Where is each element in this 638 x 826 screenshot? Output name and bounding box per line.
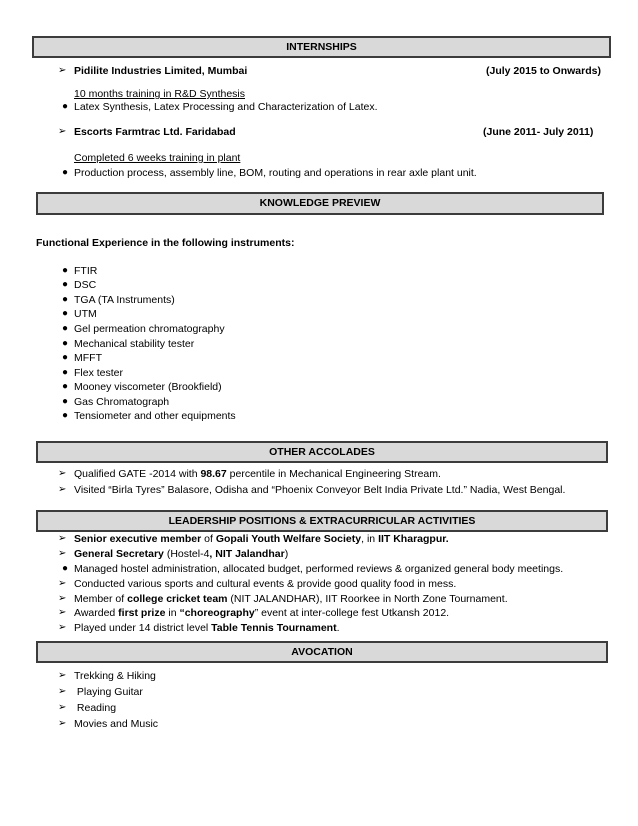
- avocation-header: [36, 641, 608, 663]
- leadership-role: Senior executive member: [74, 533, 202, 545]
- avocation-item: Movies and Music: [74, 718, 159, 730]
- instrument-item: TGA (TA Instruments): [74, 294, 175, 306]
- instrument-item: Gas Chromatograph: [74, 396, 170, 408]
- avocation-item: Reading: [74, 702, 117, 714]
- bullet-icon: ●: [62, 279, 69, 290]
- internship-detail: Production process, assembly line, BOM, routing and operations in rear axle plant unit.: [74, 167, 477, 179]
- bullet-icon: ●: [62, 563, 69, 574]
- arrow-bullet-icon: ➢: [58, 548, 67, 559]
- instrument-item: Mooney viscometer (Brookfield): [74, 381, 222, 393]
- leadership-item: Conducted various sports and cultural events & provide good quality food in mess.: [74, 578, 457, 590]
- leadership-item: [74, 607, 449, 619]
- internship-period: (July 2015 to Onwards): [486, 65, 601, 77]
- arrow-bullet-icon: ➢: [58, 468, 67, 479]
- knowledge-subtitle: Functional Experience in the following instruments:: [36, 237, 295, 249]
- accolade-item: [74, 468, 441, 480]
- bullet-icon: ●: [62, 410, 69, 421]
- instrument-item: DSC: [74, 279, 97, 291]
- bullet-icon: ●: [62, 265, 69, 276]
- leadership-org: IIT Kharagpur.: [378, 533, 449, 545]
- leadership-text: .: [336, 622, 340, 634]
- arrow-bullet-icon: ➢: [58, 484, 67, 495]
- internship-training: 10 months training in R&D Synthesis: [74, 88, 245, 100]
- bullet-icon: ●: [62, 101, 69, 112]
- leadership-item: Managed hostel administration, allocated budget, performed reviews & organized general body meetings.: [74, 563, 564, 575]
- internship-detail: Latex Synthesis, Latex Processing and Characterization of Latex.: [74, 101, 378, 113]
- instrument-item: MFFT: [74, 352, 102, 364]
- leadership-text: ” event at inter-college fest Utkansh 2012.: [254, 607, 450, 619]
- arrow-bullet-icon: ➢: [58, 593, 67, 604]
- leadership-award: first prize: [118, 607, 166, 619]
- leadership-text: of: [201, 533, 216, 545]
- leadership-text: (Hostel-4: [163, 548, 210, 560]
- leadership-item: [74, 533, 449, 545]
- leadership-item: [74, 548, 288, 560]
- instrument-item: Tensiometer and other equipments: [74, 410, 236, 422]
- bullet-icon: ●: [62, 338, 69, 349]
- arrow-bullet-icon: ➢: [58, 670, 67, 681]
- bullet-icon: ●: [62, 381, 69, 392]
- internship-company: Pidilite Industries Limited, Mumbai: [74, 65, 248, 77]
- arrow-bullet-icon: ➢: [58, 578, 67, 589]
- bullet-icon: ●: [62, 167, 69, 178]
- accolade-text: Qualified GATE -2014 with: [74, 468, 201, 480]
- leadership-header: [36, 510, 608, 532]
- leadership-text: (NIT JALANDHAR), IIT Roorkee in North Zone Tournament.: [227, 593, 508, 605]
- accolade-item: Visited “Birla Tyres” Balasore, Odisha and “Phoenix Conveyor Belt India Private Ltd.” Nadia, West Bengal.: [74, 484, 566, 496]
- arrow-bullet-icon: ➢: [58, 65, 67, 76]
- leadership-role: General Secretary: [74, 548, 164, 560]
- leadership-text: in: [165, 607, 180, 619]
- instrument-item: Mechanical stability tester: [74, 338, 195, 350]
- arrow-bullet-icon: ➢: [58, 622, 67, 633]
- knowledge-header: [36, 192, 604, 215]
- avocation-item: Playing Guitar: [74, 686, 143, 698]
- leadership-text: ): [284, 548, 289, 560]
- bullet-icon: ●: [62, 294, 69, 305]
- bullet-icon: ●: [62, 308, 69, 319]
- internship-training: Completed 6 weeks training in plant: [74, 152, 241, 164]
- arrow-bullet-icon: ➢: [58, 607, 67, 618]
- leadership-title: LEADERSHIP POSITIONS & EXTRACURRICULAR ACTIVITIES: [168, 515, 476, 527]
- arrow-bullet-icon: ➢: [58, 533, 67, 544]
- bullet-icon: ●: [62, 396, 69, 407]
- internships-title: INTERNSHIPS: [286, 41, 357, 53]
- internship-company: Escorts Farmtrac Ltd. Faridabad: [74, 126, 236, 138]
- leadership-text: Played under 14 district level: [74, 622, 212, 634]
- instrument-item: Flex tester: [74, 367, 124, 379]
- arrow-bullet-icon: ➢: [58, 686, 67, 697]
- leadership-event: “choreography: [179, 607, 255, 619]
- leadership-text: Awarded: [74, 607, 119, 619]
- leadership-text: , in: [361, 533, 379, 545]
- instrument-item: Gel permeation chromatography: [74, 323, 225, 335]
- leadership-item: [74, 593, 508, 605]
- arrow-bullet-icon: ➢: [58, 126, 67, 137]
- leadership-item: [74, 622, 340, 634]
- bullet-icon: ●: [62, 367, 69, 378]
- leadership-text: Member of: [74, 593, 128, 605]
- bullet-icon: ●: [62, 352, 69, 363]
- accolades-header: [36, 441, 608, 463]
- accolades-title: OTHER ACCOLADES: [269, 446, 375, 458]
- leadership-org: Gopali Youth Welfare Society: [215, 533, 362, 545]
- knowledge-title: KNOWLEDGE PREVIEW: [259, 197, 381, 209]
- leadership-tournament: Table Tennis Tournament: [211, 622, 337, 634]
- accolade-text: percentile in Mechanical Engineering Stream.: [226, 468, 441, 480]
- avocation-title: AVOCATION: [291, 646, 353, 658]
- instrument-item: FTIR: [74, 265, 98, 277]
- leadership-org: , NIT Jalandhar: [209, 548, 285, 560]
- arrow-bullet-icon: ➢: [58, 718, 67, 729]
- accolade-percentile: 98.67: [200, 468, 227, 480]
- instrument-item: UTM: [74, 308, 97, 320]
- leadership-team: college cricket team: [127, 593, 228, 605]
- arrow-bullet-icon: ➢: [58, 702, 67, 713]
- internship-period: (June 2011- July 2011): [483, 126, 594, 138]
- bullet-icon: ●: [62, 323, 69, 334]
- internships-header: [32, 36, 611, 58]
- avocation-item: Trekking & Hiking: [74, 670, 156, 682]
